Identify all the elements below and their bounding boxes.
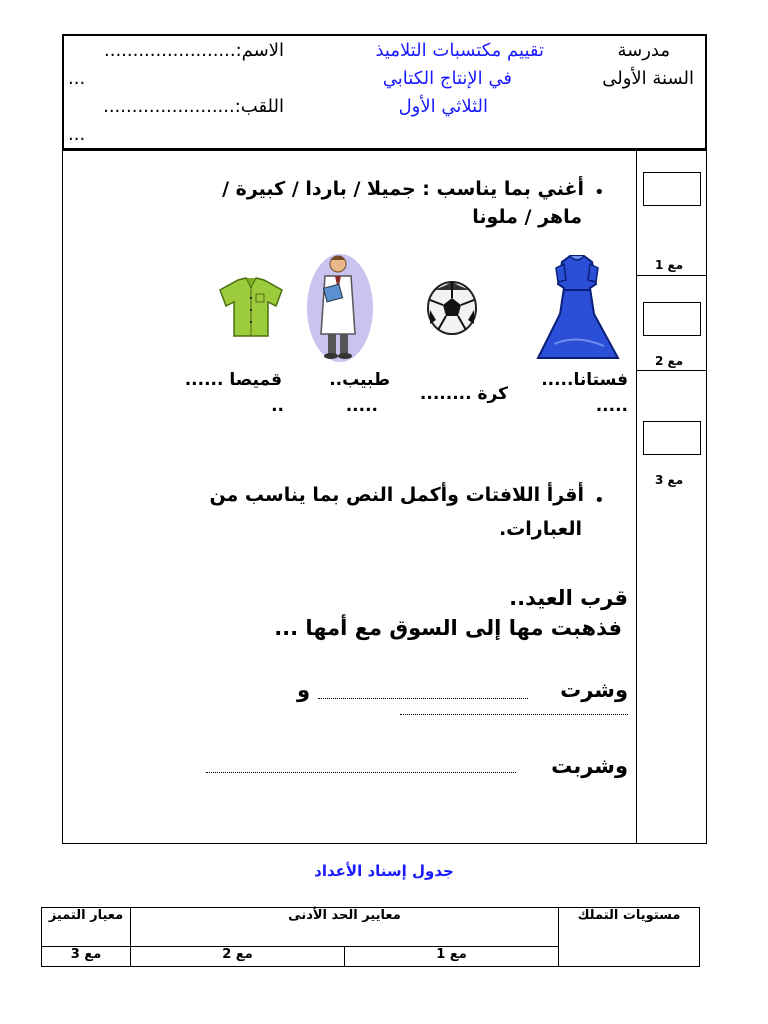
caption-doctor-1: طبيب.. bbox=[329, 370, 390, 390]
surname-field-cont: ... bbox=[68, 124, 86, 145]
doctor-icon bbox=[305, 250, 375, 364]
text-line4: وشربت bbox=[551, 754, 628, 778]
criterion-label-1: مع 1 bbox=[655, 258, 684, 272]
caption-doctor-2: ..... bbox=[345, 396, 378, 416]
text-line3-b: و bbox=[296, 678, 310, 702]
criterion-label-2: مع 2 bbox=[655, 354, 684, 368]
school-label: مدرسة bbox=[617, 40, 670, 61]
name-field-cont: ... bbox=[68, 68, 86, 89]
bullet-icon: • bbox=[594, 182, 605, 203]
side-divider-2 bbox=[636, 370, 706, 371]
col-excellence: معيار التميز bbox=[42, 908, 131, 947]
sub-criterion-3: مع 3 bbox=[42, 946, 131, 966]
year-label: السنة الأولى bbox=[602, 68, 694, 89]
question2-line2: العبارات. bbox=[498, 518, 582, 540]
shirt-icon bbox=[218, 276, 284, 338]
dress-icon bbox=[534, 254, 620, 362]
criterion-label-3: مع 3 bbox=[655, 473, 684, 487]
sub-criterion-1: مع 1 bbox=[345, 946, 559, 966]
sub-criterion-2: مع 2 bbox=[131, 946, 345, 966]
question1-line1: أغني بما يناسب : جميلا / باردا / كبيرة / bbox=[222, 178, 584, 200]
blank-line-3[interactable] bbox=[206, 772, 516, 773]
text-line2: فذهبت مها إلى السوق مع أمها ... bbox=[274, 616, 622, 640]
col-min-criteria: معايير الحد الأدنى bbox=[131, 908, 559, 947]
score-box-3[interactable] bbox=[643, 421, 701, 455]
caption-shirt-2: .. bbox=[271, 396, 284, 416]
blank-line-1[interactable] bbox=[318, 698, 528, 699]
title-line1: تقييم مكتسبات التلاميذ bbox=[375, 40, 544, 61]
title-line3: الثلاثي الأول bbox=[398, 96, 488, 117]
side-column-divider bbox=[636, 150, 637, 844]
caption-shirt-1: قميصا ...... bbox=[184, 370, 282, 390]
title-line2: في الإنتاج الكتابي bbox=[382, 68, 512, 89]
grading-title: جدول إسناد الأعداد bbox=[314, 862, 454, 880]
question1-line2: ماهر / ملونا bbox=[472, 206, 582, 228]
side-divider-1 bbox=[636, 275, 706, 276]
caption-dress-1: فستانا..... bbox=[541, 370, 628, 390]
blank-line-2[interactable] bbox=[400, 714, 628, 715]
surname-field-label: اللقب:....................... bbox=[103, 96, 284, 117]
grading-table bbox=[41, 907, 700, 967]
question2-line1: أقرأ اللافتات وأكمل النص بما يناسب من bbox=[209, 484, 584, 506]
col-levels: مستويات التملك bbox=[559, 908, 700, 967]
score-box-2[interactable] bbox=[643, 302, 701, 336]
caption-dress-2: ..... bbox=[595, 396, 628, 416]
name-field-label: الاسم:....................... bbox=[104, 40, 284, 61]
bullet-icon: • bbox=[594, 490, 605, 511]
text-line3-a: وشرت bbox=[560, 678, 628, 702]
score-box-1[interactable] bbox=[643, 172, 701, 206]
caption-ball-1: كرة ........ bbox=[419, 384, 508, 404]
text-line1: قرب العيد.. bbox=[509, 586, 628, 610]
ball-icon bbox=[426, 280, 478, 336]
